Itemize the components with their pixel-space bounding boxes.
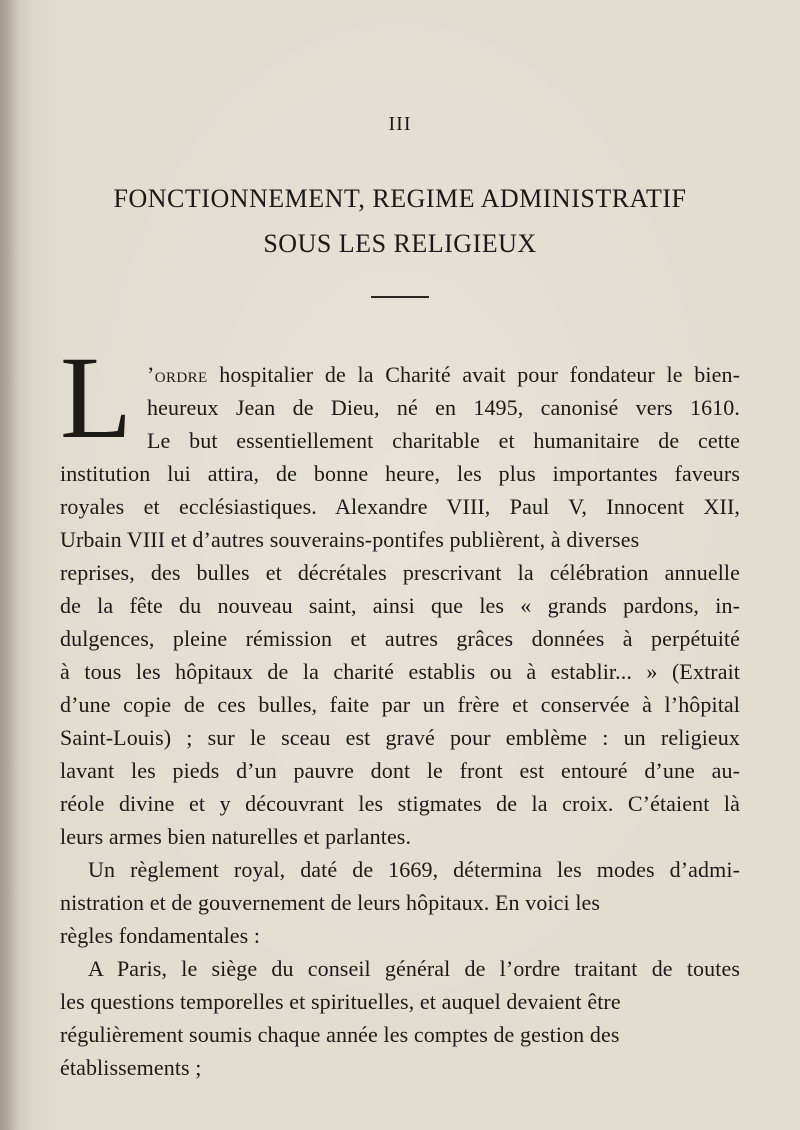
paragraph-line: nistration et de gouvernement de leurs hôpitaux. En voici les [60,890,601,915]
title-separator-rule [371,296,429,298]
paragraph-line: dulgences, pleine rémission et autres grâces données à perpétuité [60,626,740,651]
chapter-title-line-1: FONCTIONNEMENT, REGIME ADMINISTRATIF [113,184,687,213]
paragraph-line: à tous les hôpitaux de la charité establis ou à establir... » (Extrait [60,659,740,684]
chapter-title-line-2: SOUS LES RELIGIEUX [263,229,537,258]
paragraph-line: Un règlement royal, daté de 1669, détermina les modes d’admi- [88,857,740,882]
paragraph-line: Urbain VIII et d’autres souverains-pontifes publièrent, à diverses [60,527,640,552]
line-text: hospitalier de la Charité avait pour fondateur le bien- [219,362,740,387]
page-edge-shadow [0,0,18,1130]
paragraph-line: leurs armes bien naturelles et parlantes. [60,824,412,849]
paragraph-line: d’une copie de ces bulles, faite par un frère et conservée à l’hôpital [60,692,740,717]
paragraph-line [147,360,740,390]
drop-cap: L [60,348,133,458]
paragraph-line: royales et ecclésiastiques. Alexandre VIII, Paul V, Innocent XII, [60,494,740,519]
paragraph-line: les questions temporelles et spirituelles, et auquel devaient être [60,989,621,1014]
first-word: ’ordre [147,362,208,387]
paragraph-line: réole divine et y découvrant les stigmates de la croix. C’étaient là [60,791,740,816]
paragraph-line: lavant les pieds d’un pauvre dont le front est entouré d’une au- [60,758,740,783]
paragraph-line: établissements ; [60,1055,202,1080]
paragraph-line: institution lui attira, de bonne heure, les plus importantes faveurs [60,461,740,486]
chapter-number: III [388,113,412,135]
paragraph-line: Le but essentiellement charitable et humanitaire de cette [147,428,740,453]
paragraph-line: Saint-Louis) ; sur le sceau est gravé pour emblème : un religieux [60,725,740,750]
paragraph-line: reprises, des bulles et décrétales prescrivant la célébration annuelle [60,560,740,585]
paragraph-line: A Paris, le siège du conseil général de l’ordre traitant de toutes [88,956,740,981]
paragraph-line: heureux Jean de Dieu, né en 1495, canonisé vers 1610. [147,395,740,420]
paragraph-line: régulièrement soumis chaque année les comptes de gestion des [60,1022,620,1047]
paragraph-line: règles fondamentales : [60,923,261,948]
paragraph-line: de la fête du nouveau saint, ainsi que les « grands pardons, in- [60,593,740,618]
